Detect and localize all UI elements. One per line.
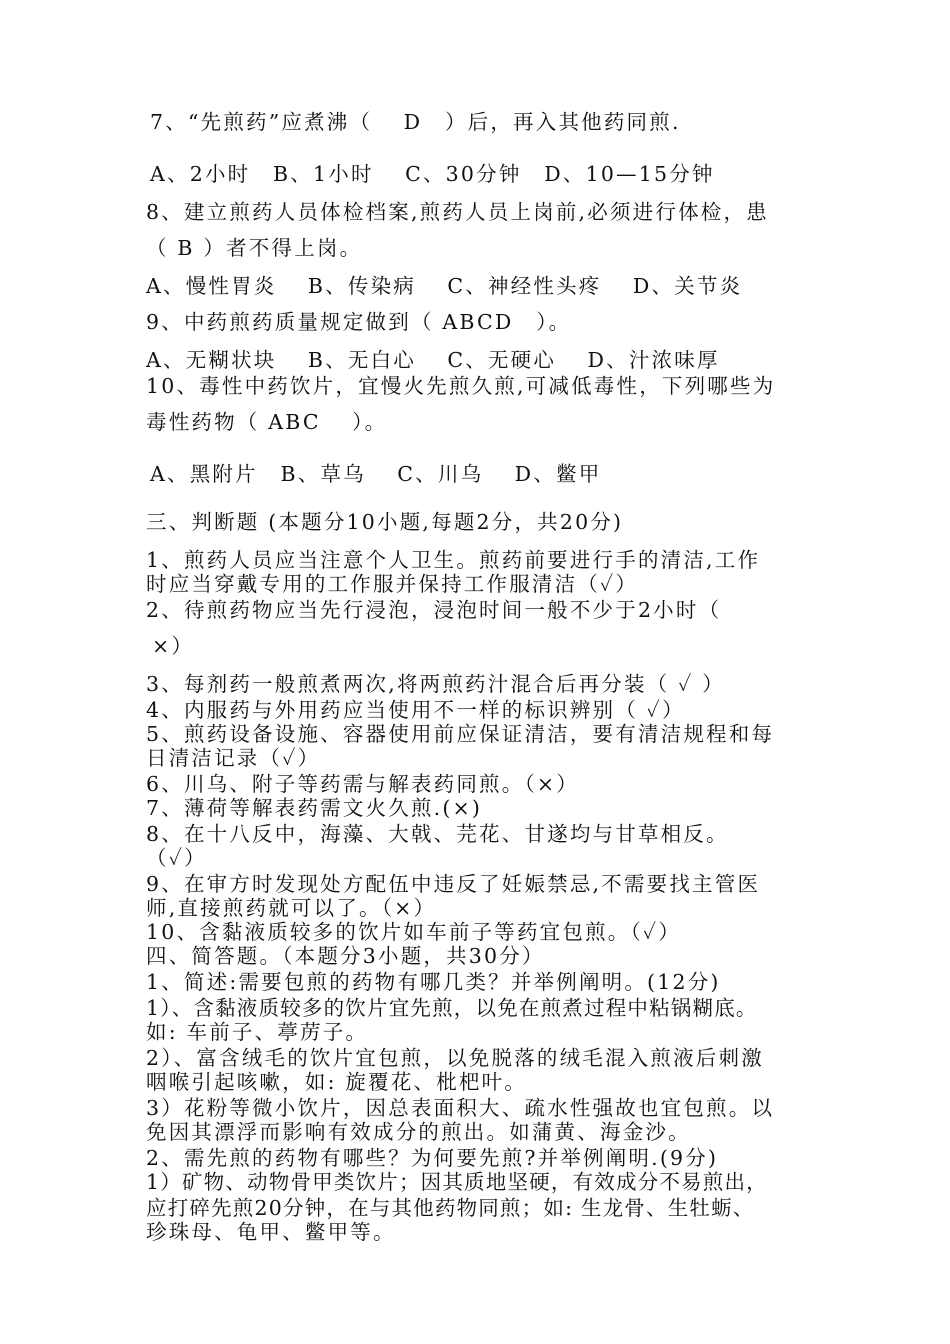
judgment-9-line-1: 9、在审方时发现处方配伍中违反了妊娠禁忌,不需要找主管医 [146, 872, 761, 896]
short-answer-1-point-2-line-1: 2）、富含绒毛的饮片宜包煎，以免脱落的绒毛混入煎液后刺激 [146, 1046, 764, 1070]
judgment-1-line-1: 1、煎药人员应当注意个人卫生。煎药前要进行手的清洁,工作 [146, 548, 761, 572]
short-answer-1-point-1-line-2: 如: 车前子、葶苈子。 [146, 1020, 369, 1044]
judgment-8-line-2: （✓） [146, 846, 207, 870]
question-7: 7、“先煎药”应煮沸（ D ）后，再入其他药同煎. [150, 110, 681, 134]
short-answer-1-question: 1、简述:需要包煎的药物有哪几类？并举例阐明。(12分) [146, 970, 721, 994]
judgment-2-line-1: 2、待煎药物应当先行浸泡，浸泡时间一般不少于2小时（ [146, 598, 722, 622]
short-answer-2-point-1-line-1: 1）矿物、动物骨甲类饮片；因其质地坚硬，有效成分不易煎出， [146, 1170, 768, 1194]
judgment-6: 6、川乌、附子等药需与解表药同煎。（×） [146, 772, 579, 796]
judgment-10: 10、含黏液质较多的饮片如车前子等药宜包煎。（✓） [146, 920, 682, 944]
judgment-3: 3、每剂药一般煎煮两次,将两煎药汁混合后再分装（ ✓ ） [146, 672, 725, 696]
judgment-1-line-2: 时应当穿戴专用的工作服并保持工作服清洁（✓） [146, 572, 639, 596]
question-10-line-1: 10、毒性中药饮片，宜慢火先煎久煎,可减低毒性，下列哪些为 [146, 374, 776, 398]
short-answer-1-point-2-line-2: 咽喉引起咳嗽，如: 旋覆花、枇杷叶。 [146, 1070, 528, 1094]
judgment-2-line-2: ×） [152, 634, 195, 658]
short-answer-2-point-1-line-3: 珍珠母、龟甲、鳖甲等。 [146, 1220, 396, 1244]
question-10-line-2: 毒性药物（ ABC ）。 [146, 410, 388, 434]
short-answer-2-point-1-line-2: 应打碎先煎20分钟，在与其他药物同煎；如: 生龙骨、生牡蛎、 [146, 1196, 755, 1220]
short-answer-1-point-3-line-2: 免因其漂浮而影响有效成分的煎出。如蒲黄、海金沙。 [146, 1120, 691, 1144]
short-answer-1-point-1-line-1: 1）、含黏液质较多的饮片宜先煎，以免在煎煮过程中粘锅糊底。 [146, 996, 758, 1020]
judgment-5-line-1: 5、煎药设备设施、容器使用前应保证清洁，要有清洁规程和每 [146, 722, 775, 746]
question-9: 9、中药煎药质量规定做到（ ABCD ）。 [146, 310, 572, 334]
judgment-5-line-2: 日清洁记录（✓） [146, 746, 321, 770]
judgment-8-line-1: 8、在十八反中，海藻、大戟、芫花、甘遂均与甘草相反。 [146, 822, 729, 846]
short-answer-1-point-3-line-1: 3）花粉等微小饮片，因总表面积大、疏水性强故也宜包煎。以 [146, 1096, 775, 1120]
question-8-line-1: 8、建立煎药人员体检档案,煎药人员上岗前,必须进行体检，患 [146, 200, 769, 224]
question-7-options: A、2小时 B、1小时 C、30分钟 D、10—15分钟 [150, 162, 715, 186]
section-3-heading: 三、判断题 (本题分10小题,每题2分，共20分) [146, 510, 624, 534]
question-10-options: A、黑附片 B、草乌 C、川乌 D、鳖甲 [150, 462, 602, 486]
question-9-options: A、无糊状块 B、无白心 C、无硬心 D、汁浓味厚 [146, 348, 720, 372]
judgment-9-line-2: 师,直接煎药就可以了。（×） [146, 896, 437, 920]
section-4-heading: 四、简答题。（本题分3小题，共30分） [146, 944, 545, 968]
judgment-7: 7、薄荷等解表药需文火久煎.(×) [146, 796, 483, 820]
question-8-options: A、慢性胃炎 B、传染病 C、神经性头疼 D、关节炎 [146, 274, 743, 298]
short-answer-2-question: 2、需先煎的药物有哪些？为何要先煎?并举例阐明.(9分) [146, 1146, 719, 1170]
judgment-4: 4、内服药与外用药应当使用不一样的标识辨别（ ✓） [146, 698, 685, 722]
question-8-line-2: （ B ）者不得上岗。 [146, 236, 363, 260]
